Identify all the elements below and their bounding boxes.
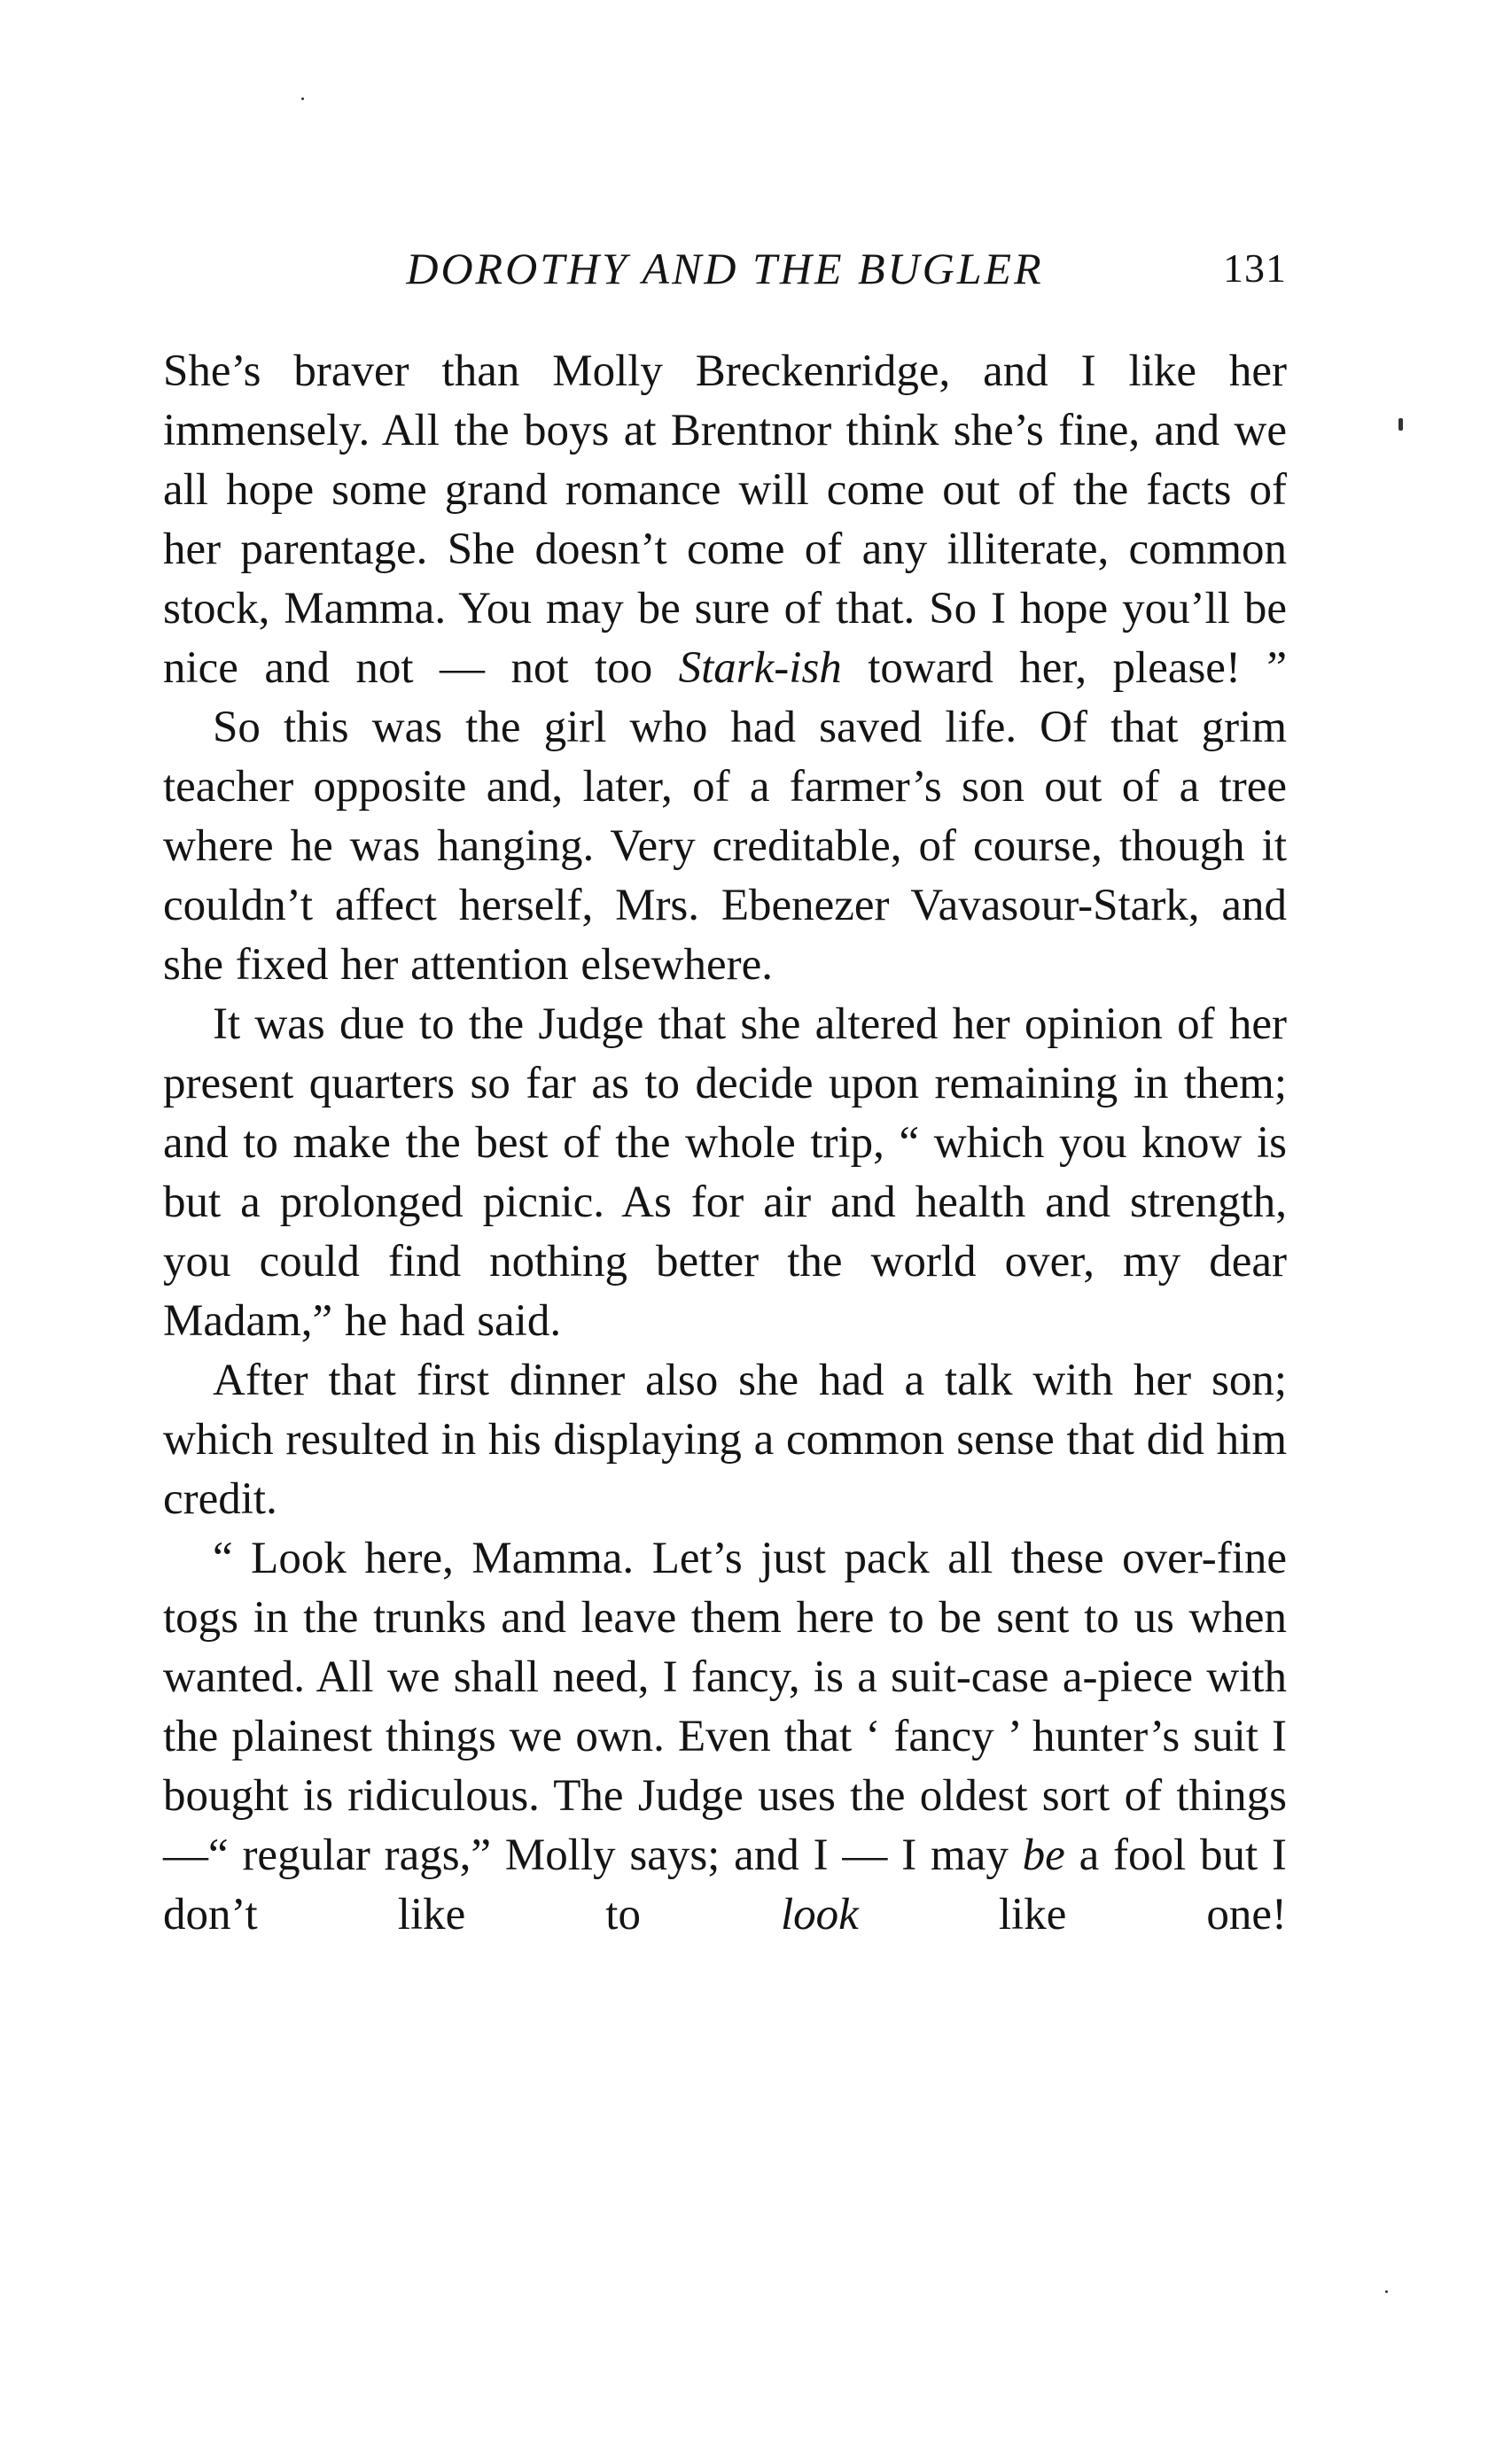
text-run: a fool but I don’t like to (163, 1831, 1287, 1939)
text-run: She’s braver than Molly Breckenridge, and I like her immensely. All the boys at Brentnor think she’s fine, and we all hope some grand romance will come out of the facts of her parentage. She doesn’t come of any illiterate, common stock, Mamma. You may be sure of that. So I hope you’ll be nice and not — not too (163, 346, 1287, 693)
text-run: So this was the girl who had saved life. Of that grim teacher opposite and, later, of a farmer’s son out of a tree where he was hanging. Very creditable, of course, though it couldn’t affect herself, Mrs. Ebenezer Vavasour-Stark, and she fixed her attention elsewhere. (163, 703, 1287, 990)
italic-text: look (781, 1890, 859, 1939)
page-number: 131 (1223, 245, 1287, 291)
italic-text: be (1022, 1831, 1065, 1880)
running-title: DOROTHY AND THE BUGLER (406, 244, 1044, 293)
paragraph (163, 698, 1287, 995)
text-run: After that first dinner also she had a talk with her son; which resulted in his displaying a common sense that did him credit. (163, 1356, 1287, 1524)
paragraph (163, 342, 1287, 698)
speck-mark (301, 97, 304, 100)
running-head (163, 237, 1287, 299)
italic-text: Stark-ish (678, 643, 842, 693)
text-run: like one! (858, 1890, 1287, 1939)
speck-mark (1385, 2290, 1388, 2293)
paragraph (163, 1529, 1287, 1945)
speck-mark (1398, 418, 1403, 431)
text-run: toward her, please! ” (841, 643, 1287, 693)
text-run: “ Look here, Mamma. Let’s just pack all these over-fine togs in the trunks and leave them here to be sent to us when wanted. All we shall need, I fancy, is a suit-case a-piece with the plainest things we own. Even that ‘ fancy ’ hunter’s suit I bought is ridiculous. The Judge uses the oldest sort of things —“ regular rags,” Molly says; and I — I may (163, 1534, 1287, 1880)
paragraph (163, 1351, 1287, 1529)
body-text (163, 342, 1287, 1945)
text-run: It was due to the Judge that she altered her opinion of her present quarters so far as to decide upon remaining in them; and to make the best of the whole trip, “ which you know is but a prolonged picnic. As for air and health and strength, you could find nothing better the world over, my dear Madam,” he had said. (163, 999, 1287, 1346)
paragraph (163, 995, 1287, 1351)
